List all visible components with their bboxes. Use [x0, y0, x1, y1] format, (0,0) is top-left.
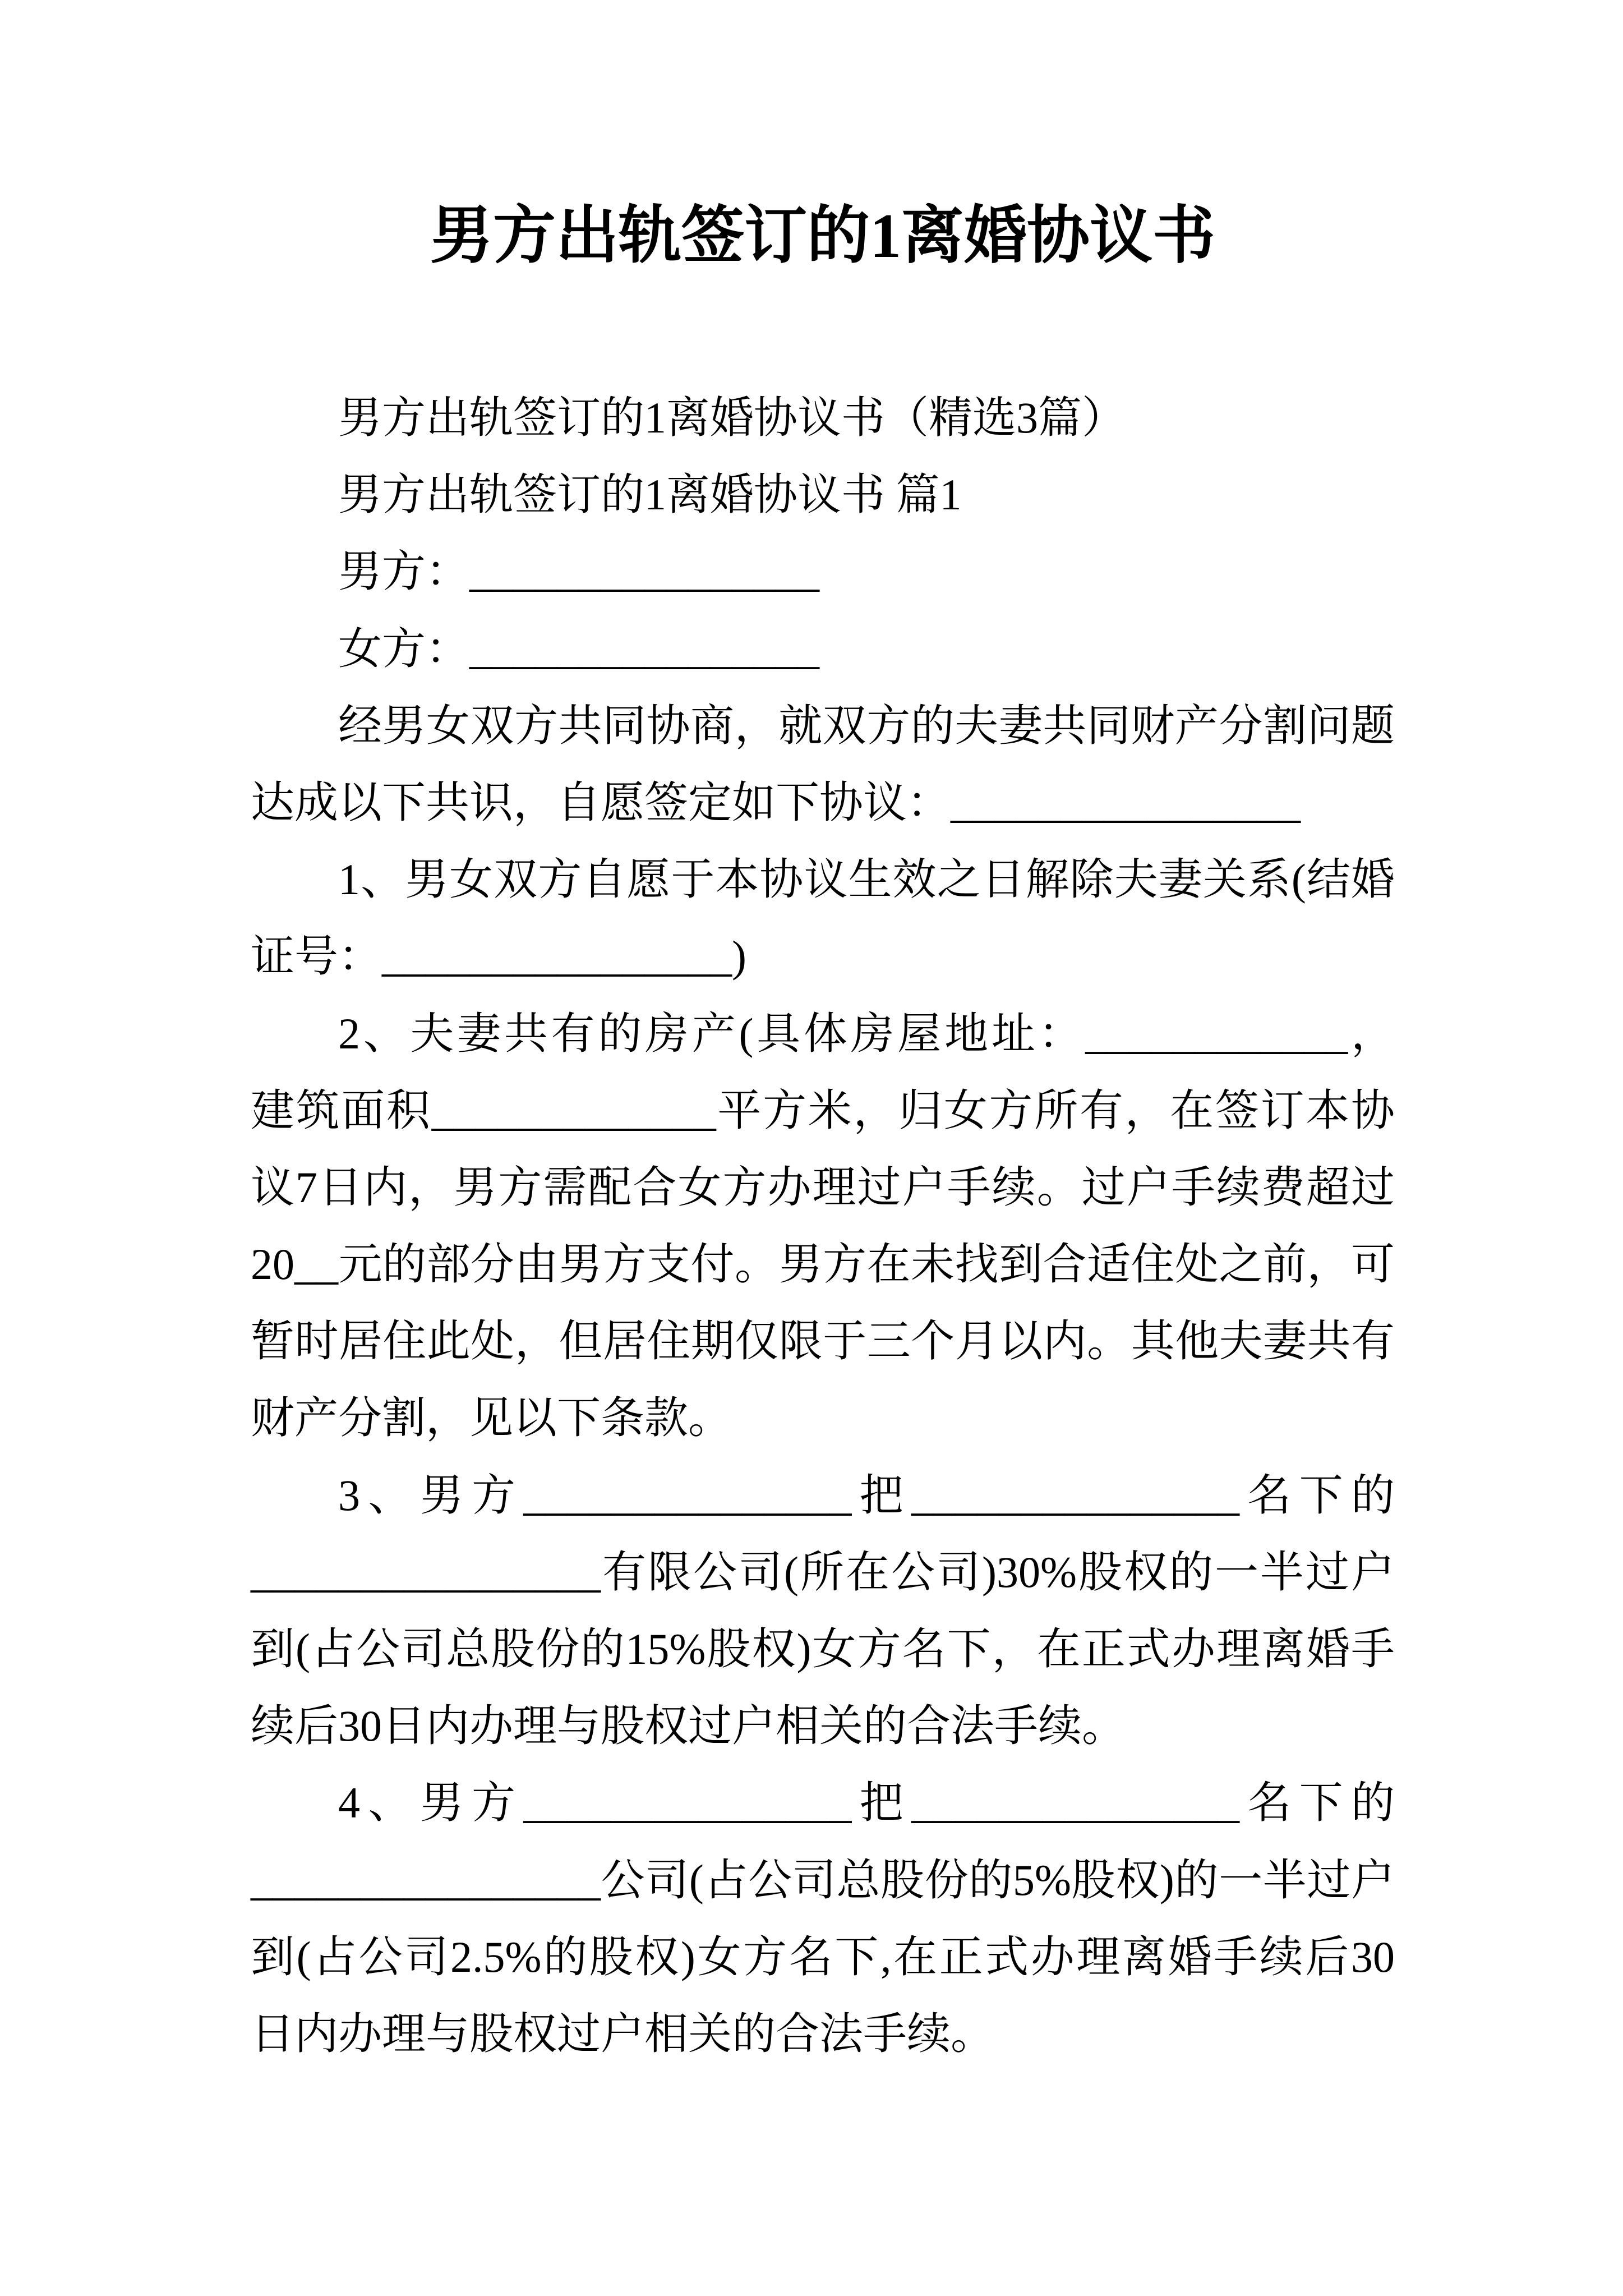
text-line: 男方：________________ [338, 547, 820, 596]
text-line: 建筑面积_____________平方米，归女方所有，在签订本协 [251, 1085, 1395, 1135]
text-line: 议7日内，男方需配合女方办理过户手续。过户手续费超过 [251, 1162, 1395, 1212]
text-line: 1、男女双方自愿于本协议生效之日解除夫妻关系(结婚 [338, 855, 1395, 904]
text-line: 经男女双方共同协商，就双方的夫妻共同财产分割问题 [338, 701, 1395, 750]
clause-2 [251, 995, 1395, 1457]
clause-3 [251, 1457, 1395, 1765]
text-line: 4、男方_______________把_______________名下的 [338, 1778, 1395, 1828]
preamble-paragraph [251, 687, 1395, 841]
husband-field [251, 533, 1395, 610]
clause-4 [251, 1764, 1395, 2072]
text-line: ________________公司(占公司总股份的5%股权)的一半过户 [251, 1855, 1395, 1904]
document-title: 男方出轨签订的1离婚协议书 [430, 201, 1215, 271]
text-line: 暂时居住此处，但居住期仅限于三个月以内。其他夫妻共有 [251, 1317, 1395, 1366]
text-line: 到(占公司总股份的15%股权)女方名下，在正式办理离婚手 [251, 1625, 1395, 1673]
text-line: 达成以下共识，自愿签定如下协议：________________ [251, 777, 1301, 827]
text-line: 证号：________________) [251, 932, 746, 981]
text-line: 财产分割，见以下条款。 [251, 1393, 732, 1443]
collection-heading [251, 379, 1395, 456]
clause-1 [251, 841, 1395, 995]
text-line: 20__元的部分由男方支付。男方在未找到合适住处之前，可 [251, 1240, 1395, 1289]
text-line: 2、夫妻共有的房产(具体房屋地址：____________， [338, 1009, 1395, 1058]
text-line: 日内办理与股权过户相关的合法手续。 [251, 2009, 995, 2058]
document-body [251, 379, 1395, 2072]
text-line: 续后30日内办理与股权过户相关的合法手续。 [251, 1701, 1126, 1751]
text-line: 到(占公司2.5%的股权)女方名下,在正式办理离婚手续后30 [251, 1932, 1395, 1981]
text-line: 3、男方_______________把_______________名下的 [338, 1470, 1395, 1520]
text-line: 男方出轨签订的1离婚协议书（精选3篇） [338, 393, 1126, 442]
text-line: ________________有限公司(所在公司)30%股权的一半过户 [251, 1547, 1395, 1596]
wife-field [251, 610, 1395, 687]
text-line: 女方：________________ [338, 624, 820, 673]
section-heading [251, 456, 1395, 533]
text-line: 男方出轨签订的1离婚协议书 篇1 [338, 470, 962, 519]
